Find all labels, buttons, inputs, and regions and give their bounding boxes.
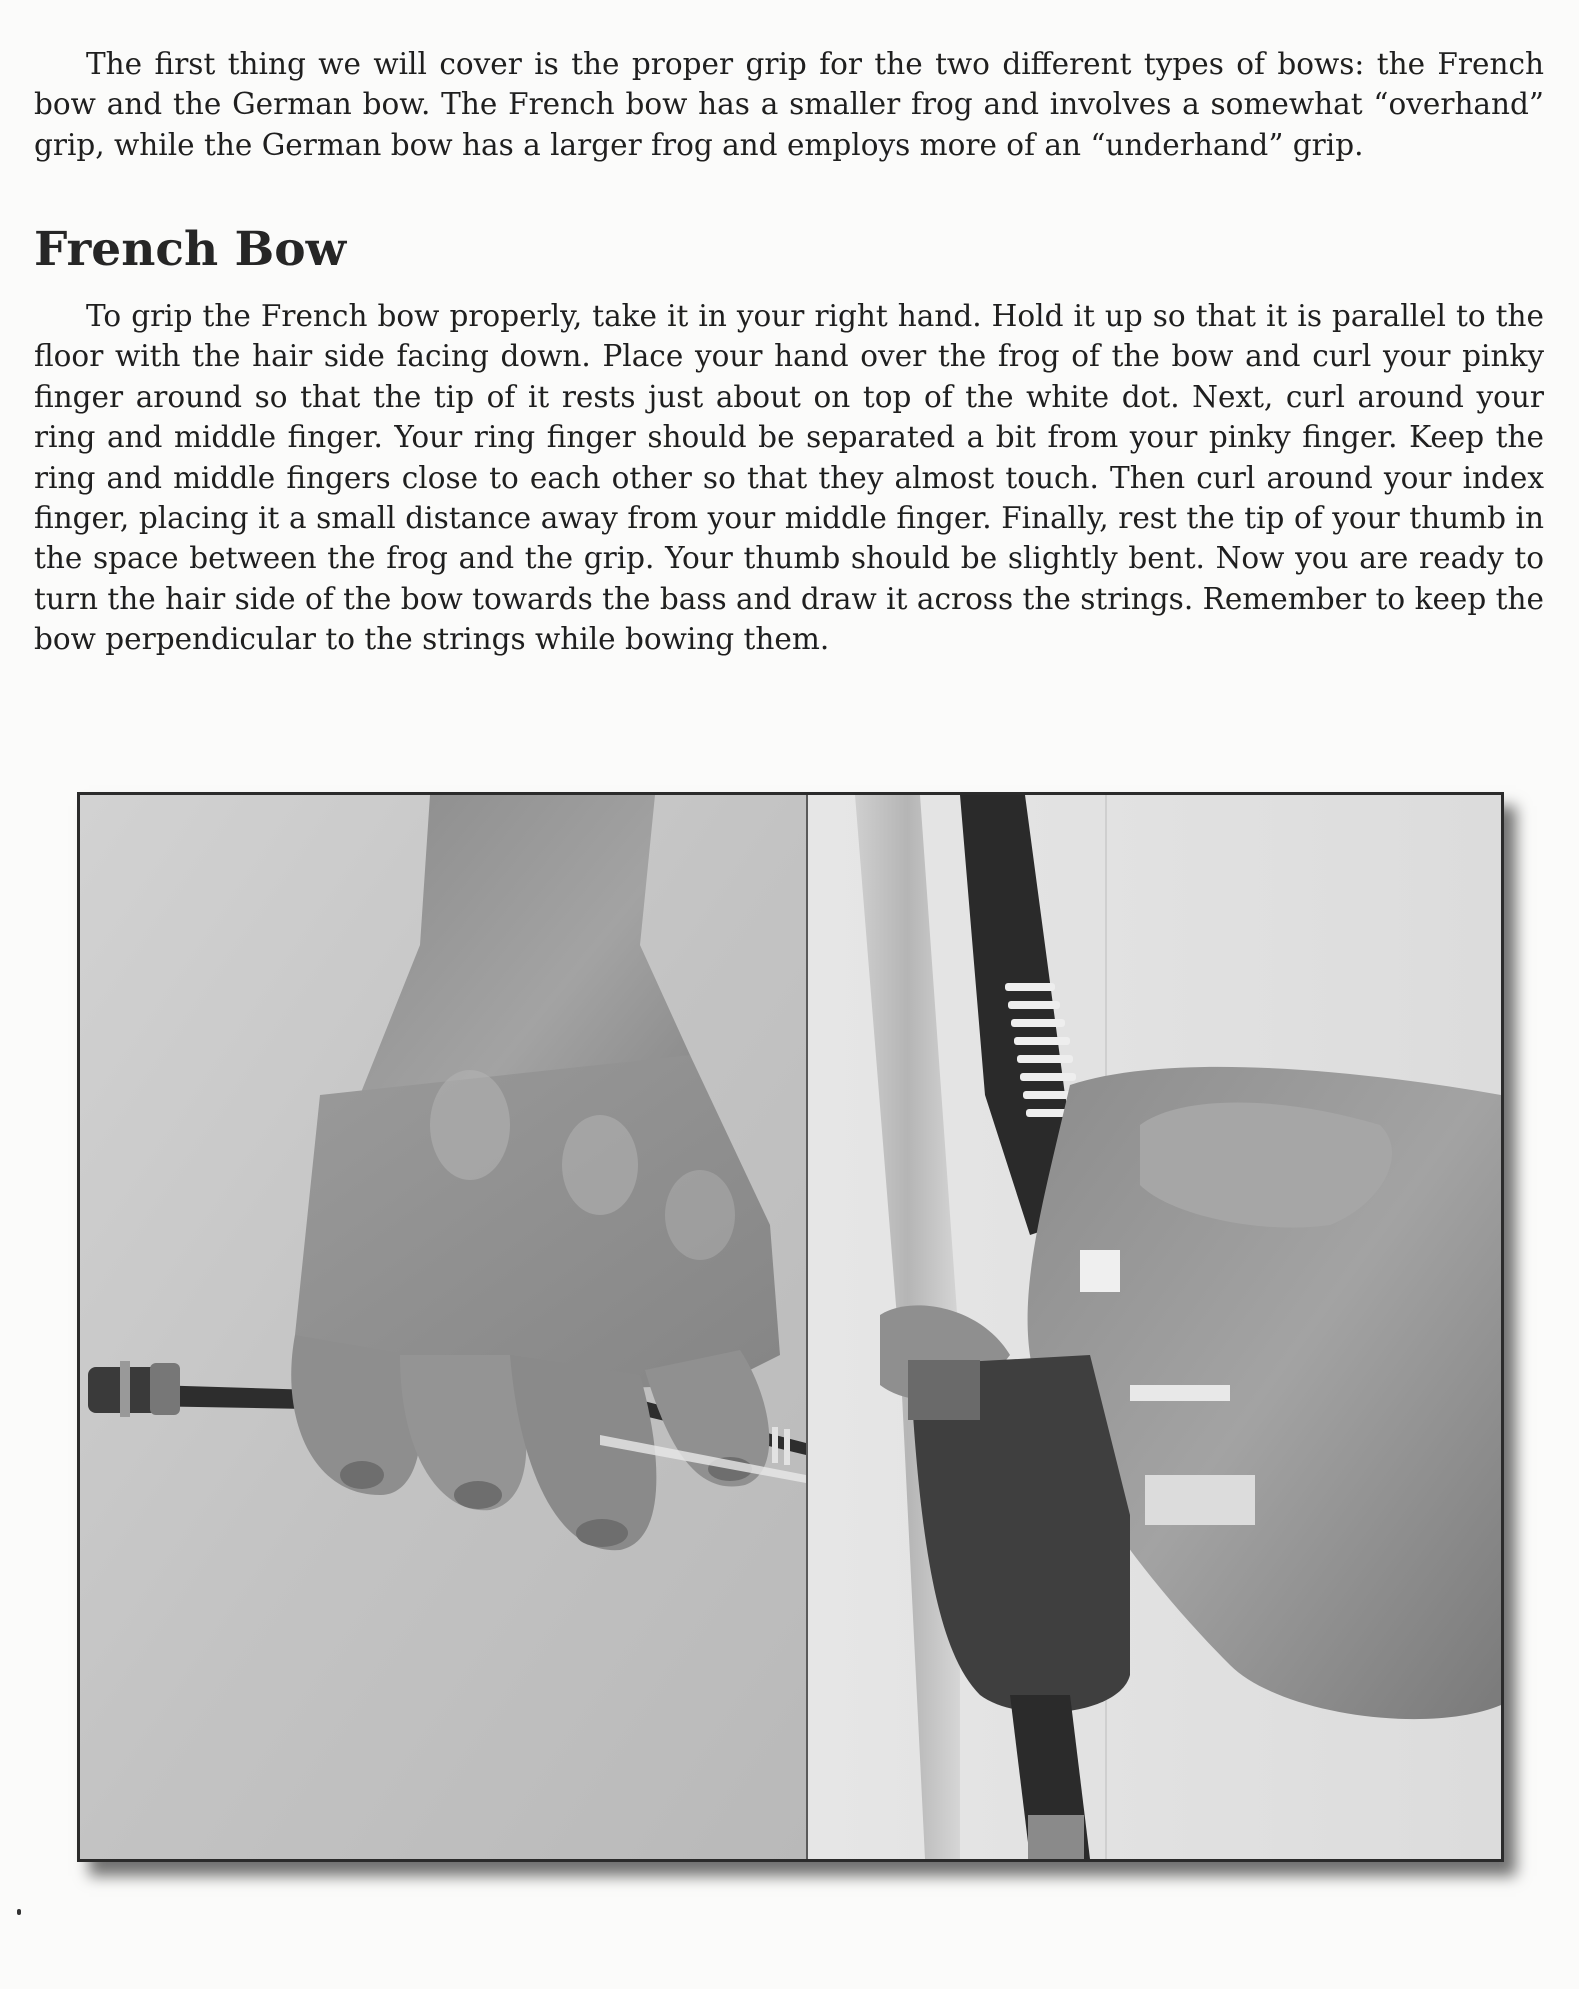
hand-over-frog-photo bbox=[80, 795, 806, 1859]
intro-paragraph: The first thing we will cover is the proper grip for the two different types of bows: the French bow and the German bow. The French bow has a smaller frog and involves a somewhat “overhand” grip, while the German bow has a larger frog and employs more of an “underhand” grip. bbox=[34, 47, 1544, 162]
page-mark bbox=[17, 1909, 21, 1915]
frog-closeup-photo bbox=[808, 795, 1501, 1859]
body-paragraph: To grip the French bow properly, take it in your right hand. Hold it up so that it is parallel to the floor with the hair side facing down. Place your hand over the frog of the bow and curl your pinky finger around so that the tip of it rests just about on top of the white dot. Next, curl around your ring and middle finger. Your ring finger should be separated a bit from your pinky finger. Keep the ring and middle fingers close to each other so that they almost touch. Then curl around your index finger, placing it a small distance away from your middle finger. Finally, rest the tip of your thumb in the space between the frog and the grip. Your thumb should be slightly bent. Now you are ready to turn the hair side of the bow towards the bass and draw it across the strings. Remember to keep the bow perpendicular to the strings while bowing them. bbox=[34, 299, 1544, 657]
bow-grip-photo-figure bbox=[77, 792, 1504, 1862]
section-heading: French Bow bbox=[34, 222, 347, 277]
